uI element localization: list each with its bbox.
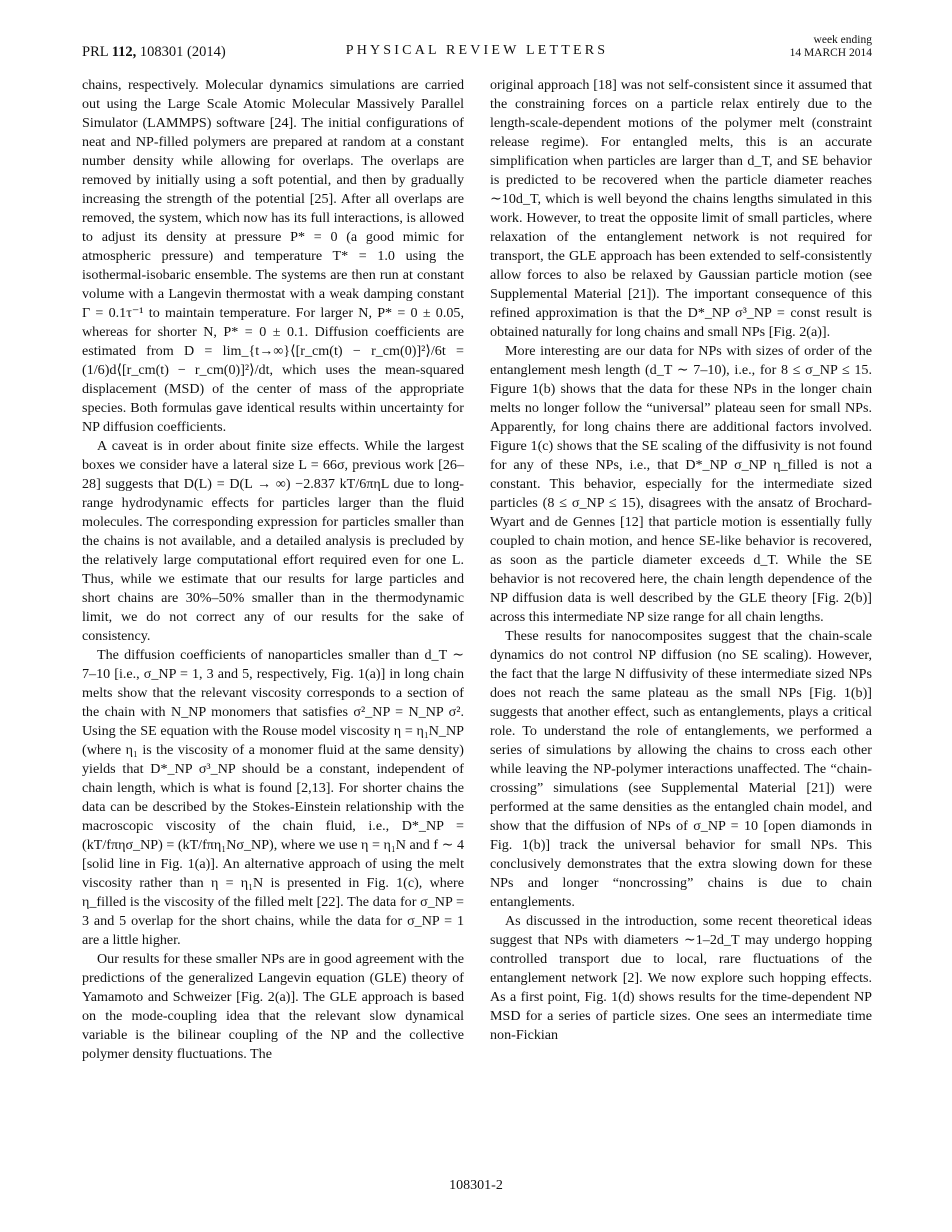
right-column [490, 76, 872, 1045]
left-column [82, 76, 464, 1064]
right-paragraph-4: As discussed in the introduction, some recent theoretical ideas suggest that NPs with diameters ∼1–2d_T may undergo hopping controlled transport due to local, rare fluctuations of the entanglement network [2]. We now explore such hopping effects. As a first point, Fig. 1(d) shows results for the time-dependent NP MSD for a series of particle sizes. One sees an intermediate time non-Fickian [490, 913, 872, 1043]
date-label: 14 MARCH 2014 [789, 47, 872, 59]
right-paragraph-2: More interesting are our data for NPs with sizes of order of the entanglement mesh length (d_T ∼ 7–10), i.e., for 8 ≤ σ_NP ≤ 15. Figure 1(b) shows that the data for these NPs in the longer chain melts no longer follow the “universal” plateau seen for small NPs. Apparently, for long chains there are additional factors involved. Figure 1(c) shows that the SE scaling of the diffusivity is not found for any of these NPs, i.e., that D*_NP σ_NP η_filled is not a constant. This behavior, especially for the intermediate sized particles (8 ≤ σ_NP ≤ 15), disagrees with the ansatz of Brochard-Wyart and de Gennes [12] that particle motion is essentially fully coupled to chain motion, and hence SE-like behavior is recovered, as soon as the particle diameter exceeds d_T. While the SE behavior is not recovered here, the chain length dependence of the NP diffusion data is well described by the GLE theory [Fig. 2(b)] across this intermediate NP size range for all chain lengths. [490, 343, 872, 625]
issue-date [790, 34, 872, 60]
week-ending-label: week ending [813, 34, 872, 46]
page-number: 108301-2 [449, 1178, 503, 1193]
left-paragraph-1: chains, respectively. Molecular dynamics simulations are carried out using the Large Scale Atomic Molecular Massively Parallel Simulator (LAMMPS) software [24]. The initial configurations of neat and NP-filled polymers are prepared at random at a constant number density while allowing for overlaps. The overlaps are removed by initially using a soft potential, and then by gradually increasing the strength of the potential [25]. After all overlaps are removed, the system, which now has its full interactions, is allowed to adjust its density at pressure P* = 0 (a good mimic for atmospheric pressure) and temperature T* = 1.0 using the isothermal-isobaric ensemble. The systems are then run at constant volume with a Langevin thermostat with a weak damping constant Γ = 0.1τ⁻¹ to maintain temperature. For larger N, P* = 0 ± 0.05, whereas for shorter N, P* = 0 ± 0.1. Diffusion coefficients are estimated from D = lim_{t→∞}⟨[r_cm(t) − r_cm(0)]²⟩/6t = (1/6)d⟨[r_cm(t) − r_cm(0)]²⟩/dt, which uses the mean-squared displacement (MSD) of the center of mass of the appropriate species. Both formulas gave identical results within uncertainty for NP diffusion coefficients. [82, 77, 464, 435]
journal-prefix: PRL [82, 44, 112, 60]
left-paragraph-3: The diffusion coefficients of nanoparticles smaller than d_T ∼ 7–10 [i.e., σ_NP = 1, 3 and 5, respectively, Fig. 1(a)] in long chain melts show that the relevant viscosity corresponds to a section of the chain with N_NP monomers that satisfies σ²_NP = N_NP σ². Using the SE equation with the Rouse model viscosity η = η₁N_NP (where η₁ is the viscosity of a monomer fluid at the same density) yields that D*_NP σ³_NP should be a constant, independent of chain length, which is what is found [2,13]. For shorter chains the data can be described by the Stokes-Einstein relationship with the macroscopic viscosity of the chain fluid, i.e., D*_NP = (kT/fπησ_NP) = (kT/fπη₁Nσ_NP), where we use η = η₁N and f ∼ 4 [solid line in Fig. 1(a)]. An alternative approach of using the melt viscosity rather than η = η₁N is presented in Fig. 1(c), where η_filled is the viscosity of the filled melt [22]. The data for σ_NP = 3 and 5 overlap for the short chains, while the data for σ_NP = 1 are a little higher. [82, 647, 464, 948]
article-info: 108301 (2014) [136, 44, 226, 60]
left-paragraph-2: A caveat is in order about finite size effects. While the largest boxes we consider have a lateral size L = 66σ, previous work [26–28] suggests that D(L) = D(L → ∞) −2.837 kT/6πηL due to long-range hydrodynamic effects for particles larger than the fluid molecules. The corresponding expression for particles smaller than the chains is not available, and a detailed analysis is precluded by the relatively large computational effort required even for one L. Thus, while we estimate that our results for large particles and short chains are 30%–50% smaller than in the thermodynamic limit, we do not correct any of our results for the sake of consistency. [82, 438, 464, 644]
volume-number: 112, [111, 44, 137, 60]
right-paragraph-3: These results for nanocomposites suggest that the chain-scale dynamics do not control NP diffusion (no SE scaling). However, the fact that the large N diffusivity of these intermediate sized NPs does not reach the same plateau as the small NPs [Fig. 1(b)] suggests that another effect, such as entanglements, plays a critical role. To understand the role of entanglements, we performed a series of simulations by allowing the chains to cross each other while leaving the NP-polymer interactions unaffected. The “chain-crossing” simulations (see Supplemental Material [21]) were performed at the same densities as the entangled chain model, and show that the diffusion of NPs of σ_NP = 10 [open diamonds in Fig. 1(b)] track the universal behavior for small NPs. This conclusively demonstrates that the extra slowing down for these NPs and longer “noncrossing” chains is due to chain entanglements. [490, 628, 872, 910]
journal-title: PHYSICAL REVIEW LETTERS [345, 43, 609, 58]
right-paragraph-1: original approach [18] was not self-consistent since it assumed that the constraining forces on a particle relax entirely due to the length-scale-dependent motions of the polymer melt (constraint release regime). For entangled melts, this is an accurate simplification when particles are larger than d_T, and SE behavior is predicted to be recovered when the particle diameter reaches ∼10d_T, which is well beyond the chains lengths simulated in this work. However, to treat the opposite limit of small particles, where relaxation of the entanglement network is not required for transport, the GLE approach has been extended to self-consistently allow forces to also be relaxed by Gaussian particle motion (see Supplemental Material [21]). The important consequence of this refined approximation is that the D*_NP σ³_NP = const result is obtained naturally for long chains and small NPs [Fig. 2(a)]. [490, 77, 872, 340]
page-header [82, 34, 872, 66]
left-paragraph-4: Our results for these smaller NPs are in good agreement with the predictions of the generalized Langevin equation (GLE) theory of Yamamoto and Schweizer [Fig. 2(a)]. The GLE approach is based on the mode-coupling idea that the relevant slow dynamical variable is the bilinear coupling of the NP and the collective polymer density fluctuations. The [82, 951, 464, 1062]
